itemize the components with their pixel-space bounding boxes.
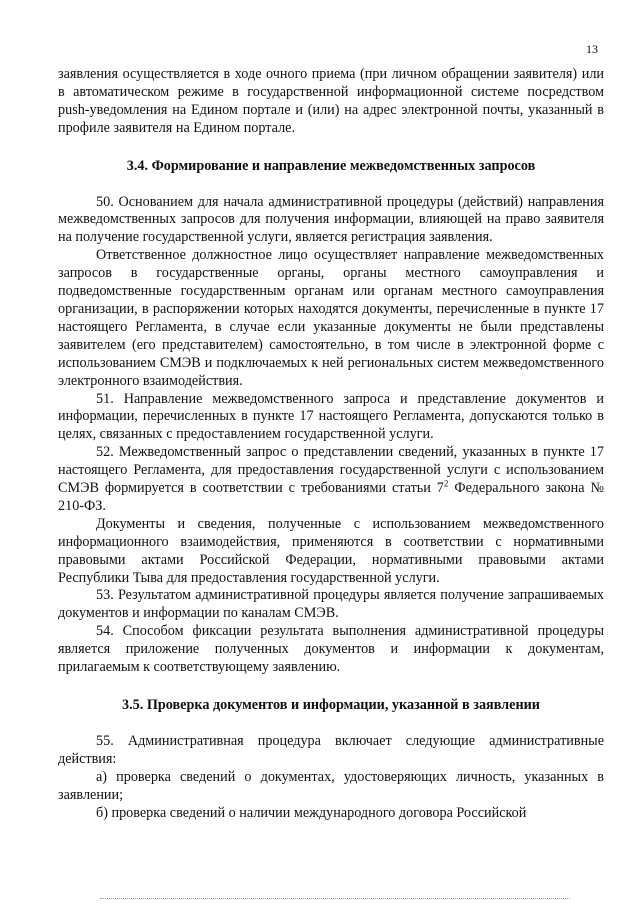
paragraph-52-text: 52. Межведомственный запрос о представлении сведений, указанных в пункте 17 настоящего Регламента, для предоставления государственной услуги с использованием СМЭВ формируется в соответствии с требованиями статьи 7	[58, 444, 604, 497]
paragraph-51: 51. Направление межведомственного запроса и представление документов и информации, перечисленных в пункте 17 настоящего Регламента, допускаются только в целях, связанных с предоставлением государственной услуги.	[58, 390, 604, 443]
paragraph-55a: а) проверка сведений о документах, удостоверяющих личность, указанных в заявлении;	[58, 768, 604, 803]
paragraph-53: 53. Результатом административной процедуры является получение запрашиваемых документов и информации по каналам СМЭВ.	[58, 587, 604, 622]
paragraph-55b: б) проверка сведений о наличии международного договора Российской	[96, 804, 527, 821]
paragraph-52	[58, 444, 604, 516]
paragraph-52-superscript: 2	[443, 478, 449, 489]
paragraph-55: 55. Административная процедура включает следующие административные действия:	[58, 732, 604, 767]
page-number: 13	[586, 42, 598, 56]
document-body	[58, 66, 604, 822]
paragraph-documents-info: Документы и сведения, полученные с использованием межведомственного информационного взаимодействия, применяются в соответствии с нормативными правовыми актами Российской Федерации, нормативными правовыми актами Республики Тыва для предоставления государственной услуги.	[58, 515, 604, 586]
scan-edge-line	[100, 898, 570, 899]
paragraph-52-end: Федерального закона № 210-ФЗ.	[58, 480, 604, 514]
section-heading-3-5: 3.5. Проверка документов и информации, указанной в заявлении	[122, 697, 540, 713]
paragraph-responsible-official: Ответственное должностное лицо осуществляет направление межведомственных запросов в государственные органы, органы местного самоуправления и подведомственные государственным органам или органам местного самоуправления организации, в распоряжении которых находятся документы, перечисленные в пункте 17 настоящего Регламента, в случае если указанные документы не были представлены заявителем (его представителем) самостоятельно, в том числе в электронной форме с использованием СМЭВ и подключаемых к ней региональных систем межведомственного электронного взаимодействия.	[58, 247, 604, 389]
paragraph-continuation: заявления осуществляется в ходе очного приема (при личном обращении заявителя) или в автоматическом режиме в государственной информационной системе посредством push-уведомления на Едином портале и (или) на адрес электронной почты, указанный в профиле заявителя на Едином портале.	[58, 66, 604, 136]
paragraph-50: 50. Основанием для начала административной процедуры (действий) направления межведомственных запросов для получения информации, влияющей на право заявителя на получение государственной услуги, является регистрация заявления.	[58, 193, 604, 246]
paragraph-54: 54. Способом фиксации результата выполнения административной процедуры является приложение полученных документов и информации к документам, прилагаемым к соответствующему заявлению.	[58, 623, 604, 676]
section-heading-3-4: 3.4. Формирование и направление межведомственных запросов	[126, 157, 536, 174]
